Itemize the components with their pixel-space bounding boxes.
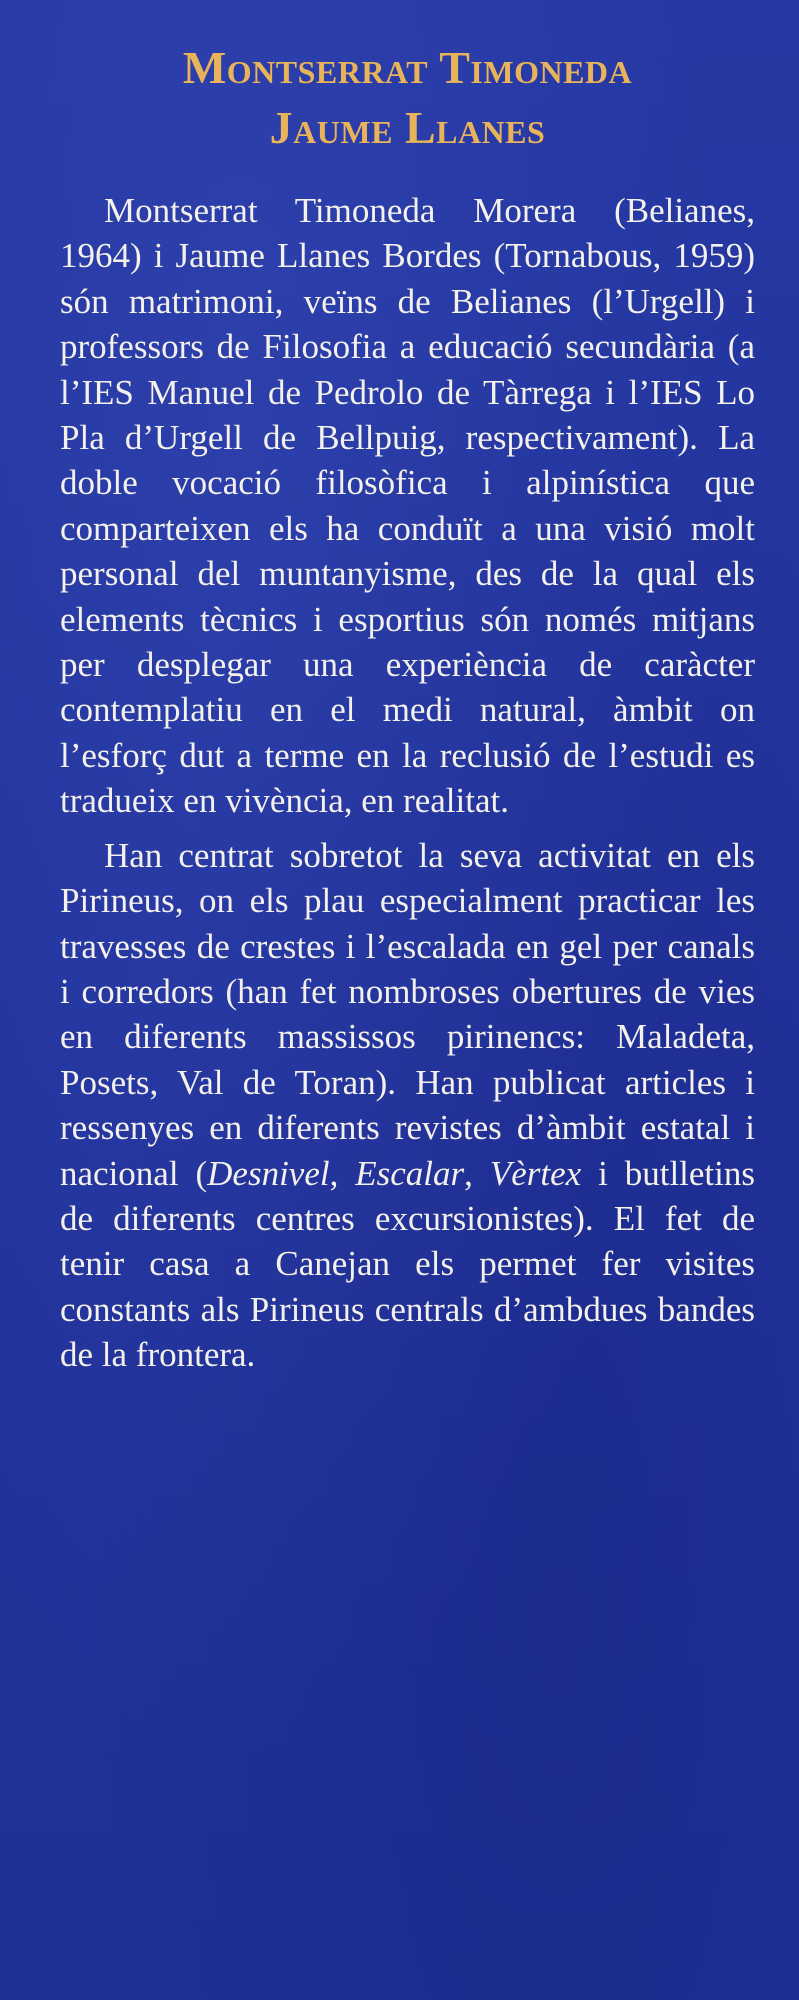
bio-text-segment: i butlletins de diferents centres excursionistes). El fet de tenir casa a Canejan els permet fer visites constants als Pirineus centrals d’ambdues bandes de la frontera. <box>60 1153 755 1375</box>
bio-text-segment: , <box>329 1153 356 1193</box>
author-names <box>60 38 755 158</box>
author-biography <box>60 188 755 1378</box>
bio-text-segment: Han centrat sobretot la seva activitat en els Pirineus, on els plau especialment practicar les travesses de crestes i l’escalada en gel per canals i corredors (han fet nombroses obertures de vies en diferents massissos pirinencs: Maladeta, Posets, Val de Toran). Han publicat articles i ressenyes en diferents revistes d’àmbit estatal i nacional ( <box>60 835 755 1193</box>
bio-text-segment: , <box>464 1153 490 1193</box>
magazine-title-vertex: Vèrtex <box>489 1153 582 1193</box>
magazine-title-escalar: Escalar <box>355 1153 465 1193</box>
author-name-2: Jaume Llanes <box>269 102 546 153</box>
bio-paragraph-2 <box>60 833 755 1378</box>
author-name-1: Montserrat Timoneda <box>182 42 633 93</box>
bio-paragraph-1: Montserrat Timoneda Morera (Belianes, 1964) i Jaume Llanes Bordes (Tornabous, 1959) són matrimoni, veïns de Belianes (l’Urgell) i professors de Filosofia a educació secundària (a l’IES Manuel de Pedrolo de Tàrrega i l’IES Lo Pla d’Urgell de Bellpuig, respectivament). La doble vocació filosòfica i alpinística que comparteixen els ha conduït a una visió molt personal del muntanyisme, des de la qual els elements tècnics i esportius són només mitjans per desplegar una experiència de caràcter contemplatiu en el medi natural, àmbit on l’esforç dut a terme en la reclusió de l’estudi es tradueix en vivència, en realitat. <box>60 191 755 821</box>
magazine-title-desnivel: Desnivel <box>207 1153 330 1193</box>
